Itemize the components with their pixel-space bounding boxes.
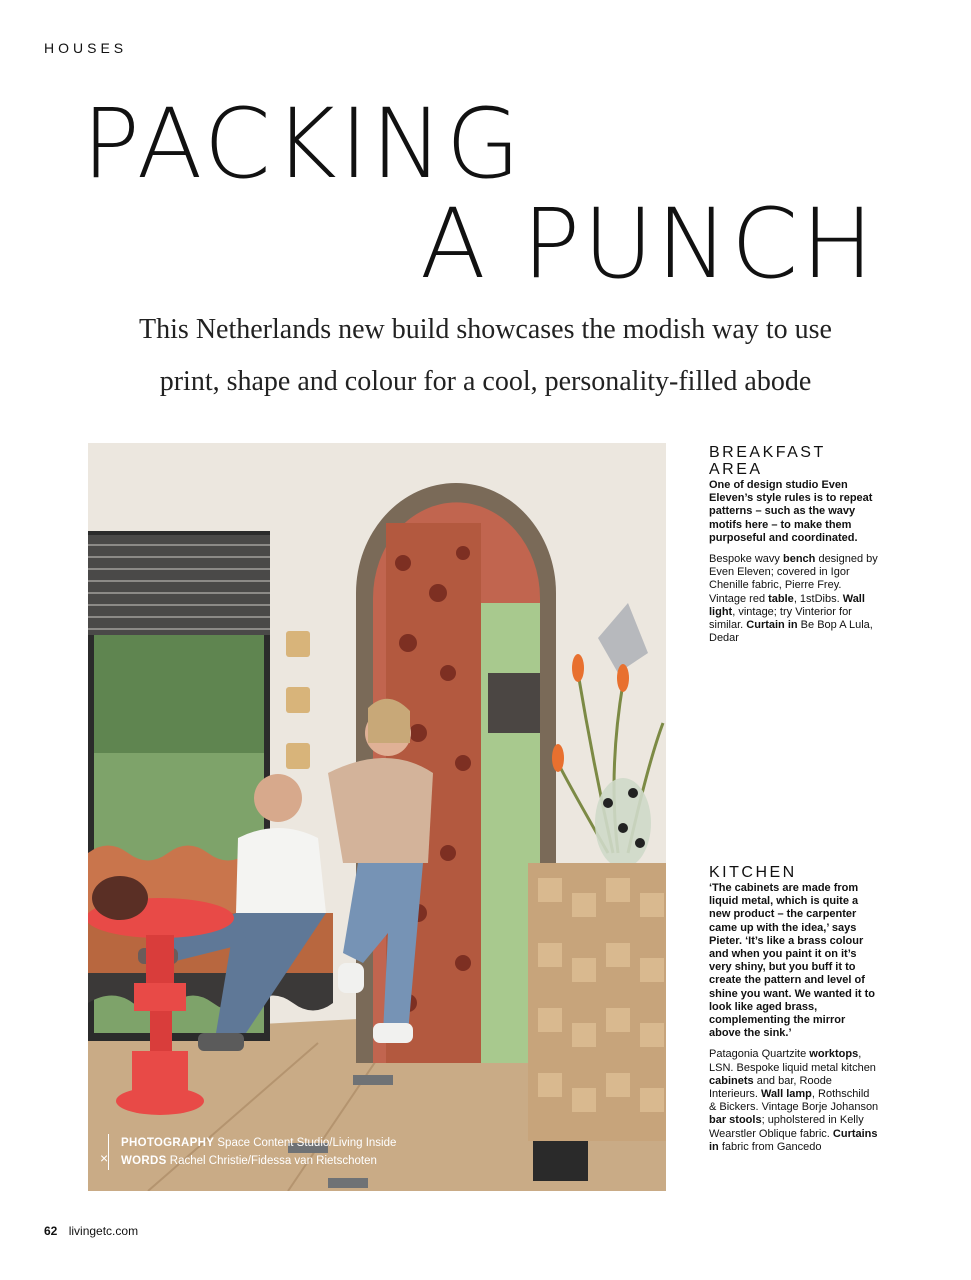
caption-kitchen-lead: ‘The cabinets are made from liquid metal, which is quite a new product – the carpenter came up with the idea,’ says Pieter. ‘It’s like a brass colour and when you paint it on it’s very shiny, but you buff it to create the pattern and level of shine you want. We wanted it to look like aged brass, complementing the mirror above the sink.’ bbox=[709, 882, 876, 1040]
page-number: 62 bbox=[44, 1224, 58, 1238]
caption-breakfast-body: Bespoke wavy bench designed by Even Eleven; covered in Igor Chenille fabric, Pierre Frey. Vintage red table, 1stDibs. Wall light, vintage; try Vinterior for similar. Curtain in Be Bop A Lula, Dedar bbox=[709, 553, 878, 645]
standfirst-line-2: print, shape and colour for a cool, personality-filled abode bbox=[159, 366, 812, 397]
credit-photo-label: PHOTOGRAPHY bbox=[121, 1137, 215, 1149]
standfirst-line-1: This Netherlands new build showcases the modish way to use bbox=[139, 314, 832, 345]
caption-breakfast-lead: One of design studio Even Eleven’s style rules is to repeat patterns – such as the wavy motifs here – to make them purposeful and coordinated. bbox=[709, 479, 873, 544]
credit-words-label: WORDS bbox=[121, 1155, 167, 1167]
caption-kitchen bbox=[709, 865, 879, 1154]
caption-breakfast-title-2: AREA bbox=[709, 461, 763, 478]
feature-photo bbox=[88, 443, 666, 1191]
site-name: livingetc.com bbox=[68, 1224, 139, 1238]
section-tag: HOUSES bbox=[44, 40, 128, 56]
credit-words bbox=[121, 1152, 396, 1170]
caption-kitchen-body: Patagonia Quartzite worktops, LSN. Bespoke liquid metal kitchen cabinets and bar, Roode Interieurs. Wall lamp, Rothschild & Bickers. Vintage Borje Johanson bar stools; upholstered in Kelly Wearstler Oblique fabric. Curtains in fabric from Gancedo bbox=[709, 1048, 879, 1153]
credit-words-value: Rachel Christie/Fidessa van Rietschoten bbox=[169, 1155, 377, 1167]
photo-credits bbox=[108, 1134, 396, 1170]
headline-line-1: PACKING bbox=[82, 88, 524, 200]
caption-breakfast bbox=[709, 445, 879, 645]
credit-photography bbox=[121, 1134, 396, 1152]
headline-line-2: A PUNCH bbox=[420, 188, 877, 300]
caption-kitchen-title: KITCHEN bbox=[709, 864, 797, 881]
credits-cross-mark: × bbox=[100, 1150, 109, 1166]
credit-photo-value: Space Content Studio/Living Inside bbox=[217, 1137, 397, 1149]
page-folio bbox=[44, 1224, 138, 1238]
feature-photo-illustration bbox=[88, 443, 666, 1191]
caption-breakfast-title-1: BREAKFAST bbox=[709, 444, 826, 461]
